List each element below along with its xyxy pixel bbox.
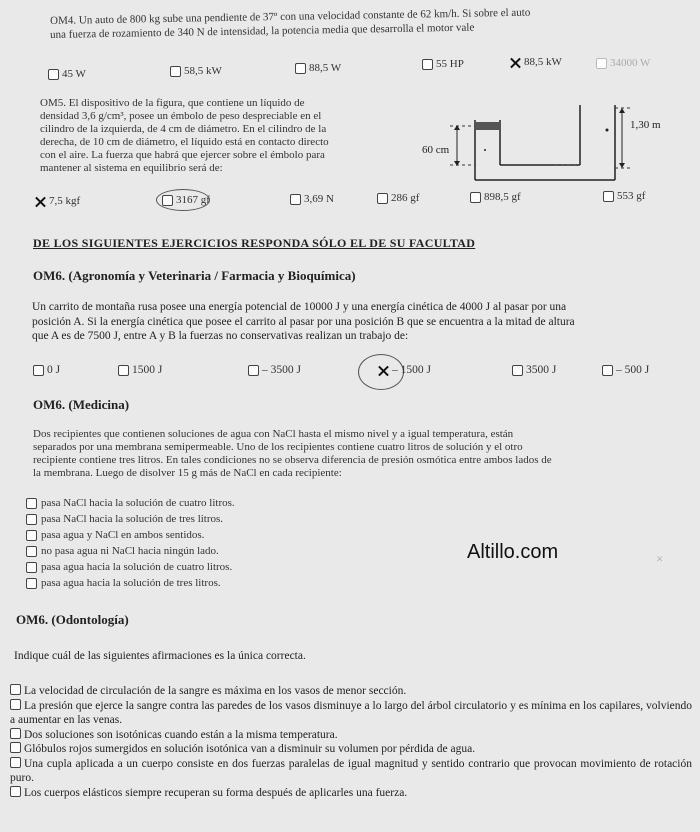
om6-med-line: separados por una membrana semipermeable. Uno de los recipientes contiene cuatro litros de solución y el otro (33, 441, 523, 453)
om4-option-b[interactable] (170, 65, 222, 77)
checkbox-icon (512, 365, 523, 376)
option-label: pasa NaCl hacia la solución de tres litros. (41, 513, 224, 525)
option-label: pasa agua hacia la solución de cuatro litros. (41, 561, 233, 573)
om5-option-f[interactable] (603, 190, 645, 202)
om6-med-option[interactable] (26, 561, 235, 574)
om6-med-options (26, 497, 235, 590)
om4-question-line2: una fuerza de rozamiento de 340 N de intensidad, la potencia media que desarrolla el motor vale (50, 21, 475, 41)
checkbox-icon (10, 699, 21, 710)
option-label: 553 gf (617, 190, 646, 202)
checkbox-icon (10, 742, 21, 753)
checked-x-icon (510, 57, 521, 68)
om6-med-question (33, 428, 673, 480)
option-label: no pasa agua ni NaCl hacia ningún lado. (41, 545, 219, 557)
om6-agro-option-b[interactable] (118, 364, 162, 376)
option-label: Dos soluciones son isotónicas cuando están a la misma temperatura. (24, 728, 338, 741)
om6-agro-option-e[interactable] (512, 364, 556, 376)
om6-agro-line: que A es de 7500 J, entre A y B la fuerzas no conservativas realizan un trabajo de: (32, 330, 409, 342)
om5-line: mantener al sistema en equilibrio será de: (40, 162, 223, 174)
checkbox-icon (118, 365, 129, 376)
om5-line: densidad 3,6 g/cm³, posee un émbolo de peso despreciable en el (40, 110, 322, 122)
om6-odonto-option[interactable] (10, 699, 692, 728)
om6-agro-question (32, 300, 682, 344)
om5-option-a[interactable] (35, 195, 80, 207)
watermark: Altillo.com (467, 541, 559, 563)
checkbox-icon (377, 193, 388, 204)
checkbox-icon (422, 59, 433, 70)
checkbox-icon (33, 365, 44, 376)
om5-option-d[interactable] (377, 192, 419, 204)
checkbox-icon (10, 757, 21, 768)
checkbox-icon (170, 66, 181, 77)
om6-agro-option-a[interactable] (33, 364, 60, 376)
option-label: pasa agua y NaCl en ambos sentidos. (41, 529, 205, 541)
checkbox-icon (248, 365, 259, 376)
option-label: Una cupla aplicada a un cuerpo consiste en dos fuerzas paralelas de igual magnitud y sentido contrario que provocan movimiento de rotación puro. (10, 757, 692, 784)
figure-label-right: 1,30 m (630, 119, 661, 131)
om4-option-e[interactable] (510, 56, 562, 68)
option-label: – 1500 J (392, 364, 431, 376)
om4-option-d[interactable] (422, 58, 464, 70)
om6-med-line: la membrana. Luego de disolver 15 g más de NaCl en cada recipiente: (33, 467, 342, 479)
om6-odonto-option[interactable] (10, 684, 692, 699)
om6-odonto-option[interactable] (10, 742, 692, 757)
om5-option-c[interactable] (290, 193, 334, 205)
om5-question (40, 97, 405, 175)
om6-med-option[interactable] (26, 577, 235, 590)
option-label: 286 gf (391, 192, 420, 204)
option-label: 3500 J (526, 364, 557, 376)
om6-odonto-options (10, 684, 692, 800)
checkbox-icon (10, 728, 21, 739)
hand-drawn-circle (156, 189, 210, 211)
om6-med-title: OM6. (Medicina) (33, 397, 130, 412)
option-label: – 500 J (616, 364, 650, 376)
om6-med-option[interactable] (26, 545, 235, 558)
om5-line: OM5. El dispositivo de la figura, que contiene un líquido de (40, 97, 305, 109)
option-label: 88,5 W (309, 62, 342, 74)
checkbox-icon (26, 578, 37, 589)
option-label: pasa NaCl hacia la solución de cuatro litros. (41, 497, 235, 509)
option-label: 7,5 kgf (49, 195, 81, 207)
om6-med-line: recipiente contiene tres litros. En tales condiciones no se observa diferencia de presión osmótica entre ambos lados de (33, 454, 552, 466)
om6-odonto-option[interactable] (10, 786, 692, 801)
om6-odonto-option[interactable] (10, 728, 692, 743)
checkbox-icon (290, 194, 301, 205)
section-heading: DE LOS SIGUIENTES EJERCICIOS RESPONDA SÓLO EL DE SU FACULTAD (33, 236, 476, 250)
om6-odonto-prompt: Indique cuál de las siguientes afirmaciones es la única correcta. (14, 650, 306, 662)
om6-agro-line: posición A. Si la energía cinética que posee el carrito al pasar por una posición B que se encuentra a la mitad de altura (32, 315, 575, 328)
option-label: La presión que ejerce la sangre contra las paredes de los vasos disminuye a lo largo del árbol circulatorio y es mínima en los capilares, volviendo a aumentar en las venas. (10, 699, 692, 726)
option-label: La velocidad de circulación de la sangre es máxima en los vasos de menor sección. (24, 685, 407, 697)
om4-question-line1: OM4. Un auto de 800 kg sube una pendiente de 37º con una velocidad constante de 62 km/h. Si sobre el auto (50, 6, 531, 27)
option-label: 34000 W (610, 57, 651, 69)
checkbox-icon (26, 562, 37, 573)
om6-agro-option-c[interactable] (248, 364, 301, 376)
checkbox-icon (26, 530, 37, 541)
om6-agro-option-f[interactable] (602, 364, 649, 376)
om5-line: cilindro de la izquierda, de 4 cm de diámetro. En el cilindro de la (40, 123, 327, 135)
piston (476, 122, 499, 130)
checkbox-icon (295, 63, 306, 74)
figure-label-left: 60 cm (422, 144, 450, 156)
checked-x-icon (35, 196, 46, 207)
checkbox-icon (48, 69, 59, 80)
om6-agro-title: OM6. (Agronomía y Veterinaria / Farmacia y Bioquímica) (33, 268, 356, 283)
om6-agro-line: Un carrito de montaña rusa posee una energía potencial de 10000 J y una energía cinética de 4000 J al pasar por una (32, 301, 567, 313)
om6-odonto-option[interactable] (10, 757, 692, 786)
option-label: – 3500 J (262, 364, 301, 376)
option-label: 55 HP (436, 58, 464, 70)
checkbox-icon (596, 58, 607, 69)
checkbox-icon (10, 684, 21, 695)
om4-option-f[interactable] (596, 57, 650, 69)
checkbox-icon (603, 191, 614, 202)
option-label: 898,5 gf (484, 191, 521, 203)
faint-x-mark: × (656, 551, 664, 566)
om6-odonto-title: OM6. (Odontología) (16, 612, 129, 627)
option-label: 88,5 kW (524, 56, 562, 68)
om5-line: derecha, de 10 cm de diámetro, el líquido está en contacto directo (40, 136, 329, 148)
option-label: pasa agua hacia la solución de tres litros. (41, 577, 221, 589)
om6-med-option[interactable] (26, 513, 235, 526)
checkbox-icon (26, 514, 37, 525)
option-label: 1500 J (132, 364, 163, 376)
om6-med-option[interactable] (26, 497, 235, 510)
checkbox-icon (470, 192, 481, 203)
checkbox-icon (602, 365, 613, 376)
checkbox-icon (26, 546, 37, 557)
checkbox-icon (26, 498, 37, 509)
option-label: 0 J (47, 364, 61, 376)
om6-med-option[interactable] (26, 529, 235, 542)
option-label: 3,69 N (304, 193, 334, 205)
om4-option-c[interactable] (295, 62, 341, 74)
checked-x-icon (378, 365, 389, 376)
om6-med-line: Dos recipientes que contienen soluciones de agua con NaCl hasta el mismo nivel y a igual temperatura, están (33, 428, 514, 440)
hydraulic-figure (415, 100, 675, 190)
om5-option-e[interactable] (470, 191, 521, 203)
option-label: 58,5 kW (184, 65, 222, 77)
om6-agro-option-d[interactable] (378, 364, 431, 376)
option-label: 45 W (62, 68, 86, 80)
om4-option-a[interactable] (48, 68, 86, 80)
checkbox-icon (10, 786, 21, 797)
option-label: Los cuerpos elásticos siempre recuperan su forma después de aplicarles una fuerza. (24, 786, 408, 799)
option-label: Glóbulos rojos sumergidos en solución isotónica van a disminuir su volumen por pérdida de agua. (24, 743, 476, 755)
om5-line: con el aire. La fuerza que habrá que ejercer sobre el émbolo para (40, 149, 325, 161)
option-label: 3167 gf (176, 194, 210, 206)
